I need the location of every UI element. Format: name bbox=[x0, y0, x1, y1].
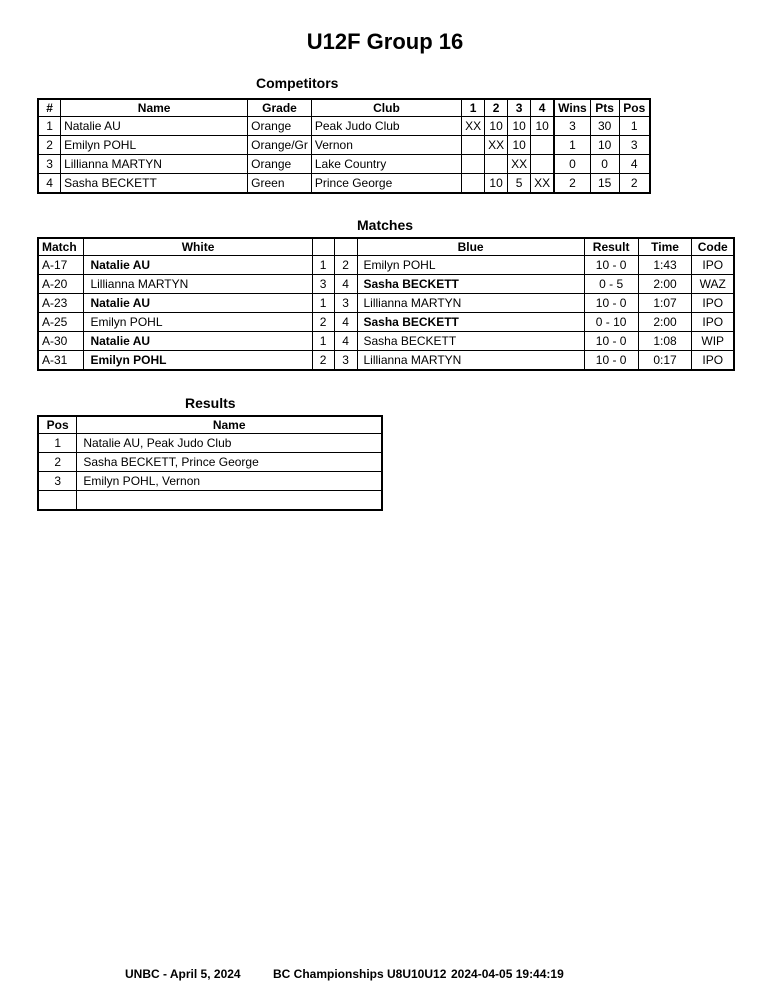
match-cell: Natalie AU bbox=[84, 332, 312, 351]
match-cell: 2 bbox=[312, 313, 334, 332]
competitor-cell bbox=[531, 136, 555, 155]
footer-venue: UNBC - April 5, 2024 bbox=[125, 967, 241, 981]
match-cell: 2 bbox=[334, 256, 357, 275]
competitors-header-cell: Pos bbox=[619, 99, 650, 117]
competitor-cell: 10 bbox=[531, 117, 555, 136]
competitor-cell: Orange bbox=[248, 117, 312, 136]
competitor-cell: Prince George bbox=[311, 174, 461, 194]
matches-table bbox=[37, 237, 735, 371]
competitor-cell: 1 bbox=[38, 117, 61, 136]
competitors-header-cell: 4 bbox=[531, 99, 555, 117]
competitor-cell: XX bbox=[462, 117, 485, 136]
match-cell: Lillianna MARTYN bbox=[357, 351, 584, 371]
results-header-cell: Name bbox=[77, 416, 382, 434]
matches-header-cell: Result bbox=[584, 238, 638, 256]
competitor-cell: 0 bbox=[590, 155, 619, 174]
matches-header-cell bbox=[312, 238, 334, 256]
results-table bbox=[37, 415, 383, 511]
match-cell: 2:00 bbox=[638, 313, 692, 332]
competitors-header-cell: Wins bbox=[554, 99, 590, 117]
match-cell: Emilyn POHL bbox=[84, 313, 312, 332]
competitor-cell: XX bbox=[531, 174, 555, 194]
match-cell: 10 - 0 bbox=[584, 351, 638, 371]
result-cell: 3 bbox=[38, 472, 77, 491]
competitor-cell: 4 bbox=[38, 174, 61, 194]
competitor-cell: Vernon bbox=[311, 136, 461, 155]
match-cell: 10 - 0 bbox=[584, 294, 638, 313]
matches-header-cell: Blue bbox=[357, 238, 584, 256]
competitor-cell: 10 bbox=[485, 174, 508, 194]
competitor-cell: 3 bbox=[38, 155, 61, 174]
match-cell: IPO bbox=[692, 256, 734, 275]
match-cell: IPO bbox=[692, 351, 734, 371]
competitors-header-cell: 2 bbox=[485, 99, 508, 117]
competitor-cell: Sasha BECKETT bbox=[61, 174, 248, 194]
competitor-cell: Lake Country bbox=[311, 155, 461, 174]
competitors-heading: Competitors bbox=[256, 75, 339, 91]
match-cell: Emilyn POHL bbox=[357, 256, 584, 275]
match-row bbox=[38, 313, 734, 332]
match-cell: Natalie AU bbox=[84, 294, 312, 313]
competitor-row bbox=[38, 117, 650, 136]
competitor-cell: 10 bbox=[485, 117, 508, 136]
competitors-header-cell: Name bbox=[61, 99, 248, 117]
match-cell: 1:08 bbox=[638, 332, 692, 351]
competitor-cell: 2 bbox=[619, 174, 650, 194]
match-row bbox=[38, 294, 734, 313]
competitors-header-cell: Pts bbox=[590, 99, 619, 117]
match-row bbox=[38, 332, 734, 351]
results-header-cell: Pos bbox=[38, 416, 77, 434]
match-cell: Natalie AU bbox=[84, 256, 312, 275]
competitor-cell: 2 bbox=[38, 136, 61, 155]
match-row bbox=[38, 275, 734, 294]
competitors-header-cell: 3 bbox=[508, 99, 531, 117]
competitor-cell: 1 bbox=[619, 117, 650, 136]
match-cell: 0:17 bbox=[638, 351, 692, 371]
competitor-cell bbox=[462, 155, 485, 174]
match-cell: 1 bbox=[312, 332, 334, 351]
match-row bbox=[38, 256, 734, 275]
match-cell: A-31 bbox=[38, 351, 84, 371]
competitors-header-cell: Club bbox=[311, 99, 461, 117]
competitor-cell: 10 bbox=[590, 136, 619, 155]
match-cell: Emilyn POHL bbox=[84, 351, 312, 371]
competitor-cell: 10 bbox=[508, 117, 531, 136]
matches-header-cell: Code bbox=[692, 238, 734, 256]
match-cell: 3 bbox=[312, 275, 334, 294]
match-cell: A-20 bbox=[38, 275, 84, 294]
match-cell: 10 - 0 bbox=[584, 332, 638, 351]
match-cell: 1:07 bbox=[638, 294, 692, 313]
competitor-cell: Green bbox=[248, 174, 312, 194]
match-cell: 2:00 bbox=[638, 275, 692, 294]
competitor-cell: 3 bbox=[619, 136, 650, 155]
competitor-cell: Orange bbox=[248, 155, 312, 174]
result-row bbox=[38, 491, 382, 511]
match-cell: Lillianna MARTYN bbox=[84, 275, 312, 294]
match-cell: WAZ bbox=[692, 275, 734, 294]
competitors-header-cell: # bbox=[38, 99, 61, 117]
match-cell: Sasha BECKETT bbox=[357, 275, 584, 294]
result-cell: Sasha BECKETT, Prince George bbox=[77, 453, 382, 472]
match-cell: 4 bbox=[334, 275, 357, 294]
competitor-cell bbox=[462, 136, 485, 155]
match-cell: 3 bbox=[334, 351, 357, 371]
competitor-cell: 2 bbox=[554, 174, 590, 194]
competitor-cell bbox=[462, 174, 485, 194]
page-title: U12F Group 16 bbox=[306, 29, 464, 54]
result-cell: Emilyn POHL, Vernon bbox=[77, 472, 382, 491]
competitor-cell: 30 bbox=[590, 117, 619, 136]
footer-timestamp: 2024-04-05 19:44:19 bbox=[451, 967, 564, 981]
competitor-cell bbox=[485, 155, 508, 174]
match-row bbox=[38, 351, 734, 371]
footer-event: BC Championships U8U10U12 bbox=[273, 967, 447, 981]
result-row bbox=[38, 434, 382, 453]
match-cell: WIP bbox=[692, 332, 734, 351]
match-cell: 10 - 0 bbox=[584, 256, 638, 275]
match-cell: Sasha BECKETT bbox=[357, 332, 584, 351]
result-cell: 1 bbox=[38, 434, 77, 453]
match-cell: A-17 bbox=[38, 256, 84, 275]
match-cell: 0 - 5 bbox=[584, 275, 638, 294]
match-cell: 1:43 bbox=[638, 256, 692, 275]
match-cell: 4 bbox=[334, 332, 357, 351]
result-row bbox=[38, 453, 382, 472]
competitors-table bbox=[37, 98, 651, 194]
match-cell: IPO bbox=[692, 294, 734, 313]
matches-header-cell: Match bbox=[38, 238, 84, 256]
competitor-row bbox=[38, 174, 650, 194]
match-cell: 1 bbox=[312, 294, 334, 313]
competitor-cell: 4 bbox=[619, 155, 650, 174]
match-cell: 3 bbox=[334, 294, 357, 313]
competitors-header-cell: 1 bbox=[462, 99, 485, 117]
competitor-row bbox=[38, 155, 650, 174]
competitor-cell: Natalie AU bbox=[61, 117, 248, 136]
matches-header-cell bbox=[334, 238, 357, 256]
results-heading: Results bbox=[185, 395, 236, 411]
competitor-cell: 5 bbox=[508, 174, 531, 194]
competitor-cell: 0 bbox=[554, 155, 590, 174]
match-cell: 2 bbox=[312, 351, 334, 371]
competitor-cell: 10 bbox=[508, 136, 531, 155]
result-cell bbox=[38, 491, 77, 511]
competitor-cell: XX bbox=[485, 136, 508, 155]
match-cell: A-25 bbox=[38, 313, 84, 332]
matches-heading: Matches bbox=[357, 217, 414, 233]
competitor-cell: 3 bbox=[554, 117, 590, 136]
matches-header-cell: White bbox=[84, 238, 312, 256]
competitor-cell: Emilyn POHL bbox=[61, 136, 248, 155]
match-cell: IPO bbox=[692, 313, 734, 332]
match-cell: 0 - 10 bbox=[584, 313, 638, 332]
match-cell: A-23 bbox=[38, 294, 84, 313]
result-cell: Natalie AU, Peak Judo Club bbox=[77, 434, 382, 453]
competitor-cell: 15 bbox=[590, 174, 619, 194]
match-cell: Sasha BECKETT bbox=[357, 313, 584, 332]
competitor-cell: 1 bbox=[554, 136, 590, 155]
competitor-cell bbox=[531, 155, 555, 174]
competitor-cell: Orange/Gr bbox=[248, 136, 312, 155]
competitors-header-cell: Grade bbox=[248, 99, 312, 117]
match-cell: 4 bbox=[334, 313, 357, 332]
competitor-cell: Lillianna MARTYN bbox=[61, 155, 248, 174]
result-cell: 2 bbox=[38, 453, 77, 472]
competitor-row bbox=[38, 136, 650, 155]
competitor-cell: XX bbox=[508, 155, 531, 174]
match-cell: A-30 bbox=[38, 332, 84, 351]
result-row bbox=[38, 472, 382, 491]
match-cell: 1 bbox=[312, 256, 334, 275]
matches-header-cell: Time bbox=[638, 238, 692, 256]
match-cell: Lillianna MARTYN bbox=[357, 294, 584, 313]
competitor-cell: Peak Judo Club bbox=[311, 117, 461, 136]
result-cell bbox=[77, 491, 382, 511]
